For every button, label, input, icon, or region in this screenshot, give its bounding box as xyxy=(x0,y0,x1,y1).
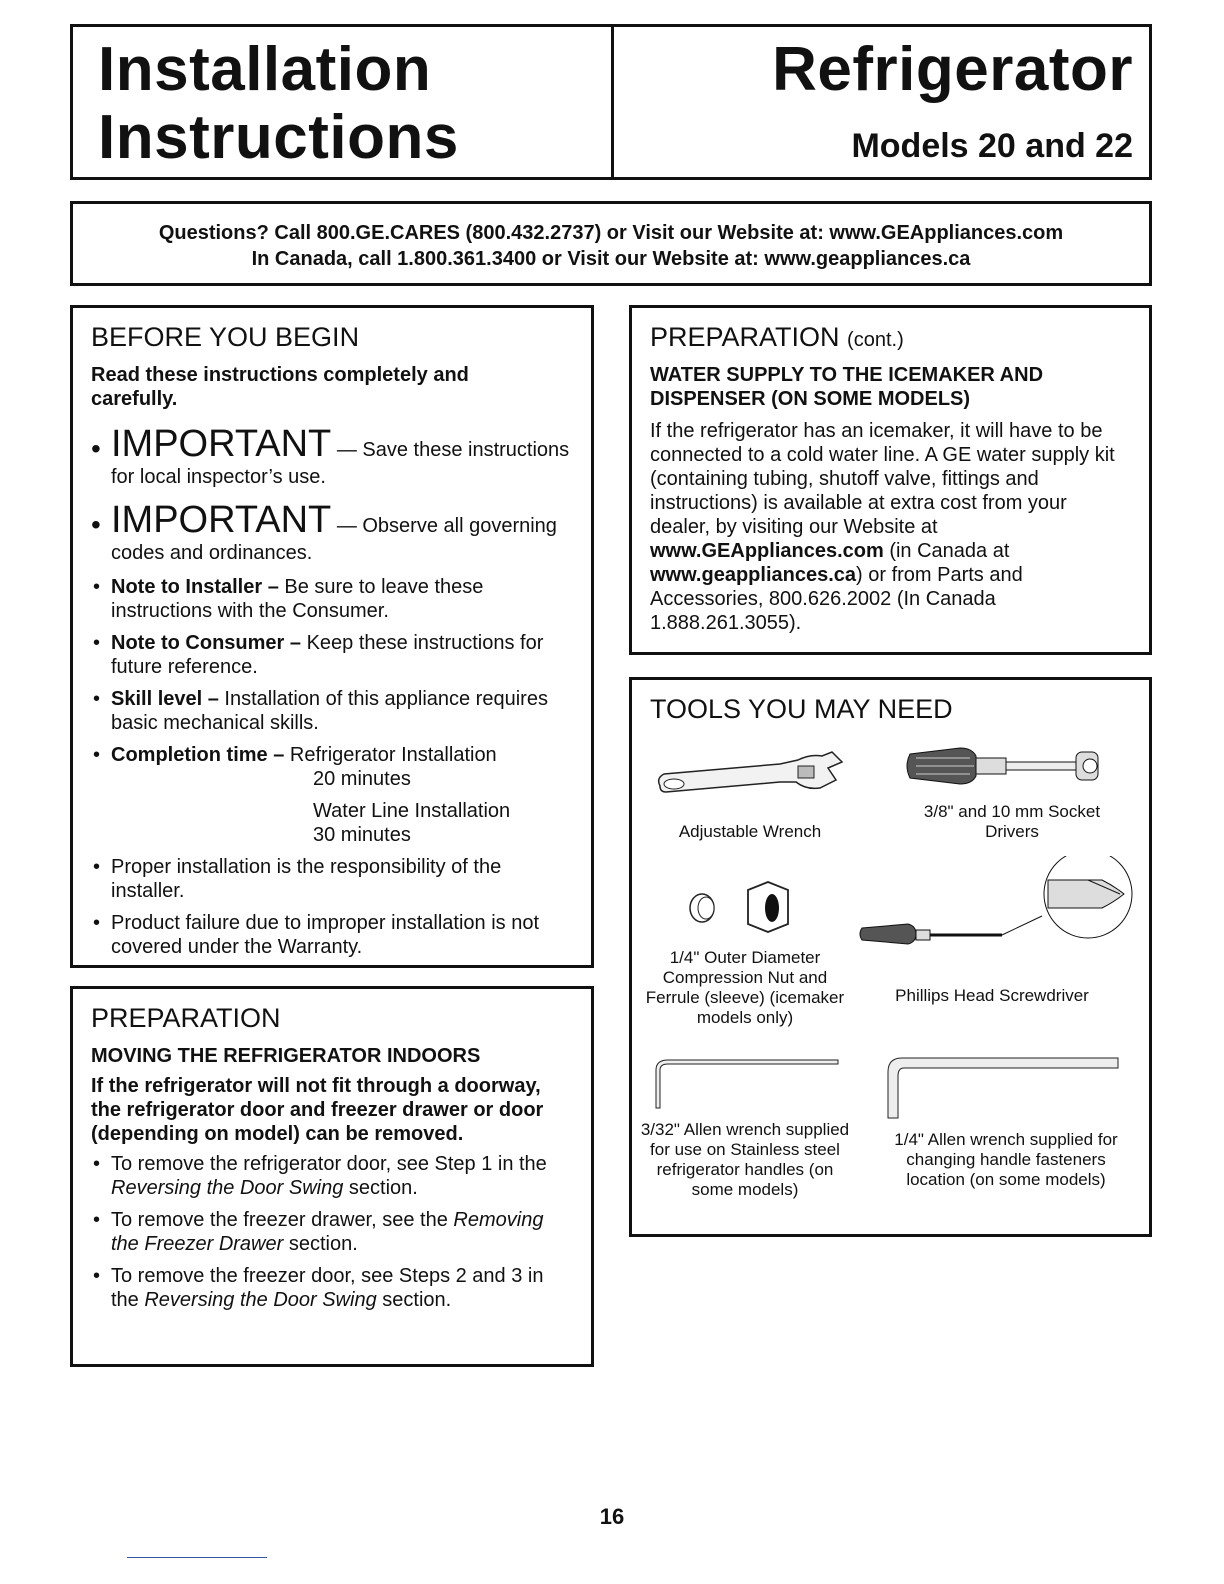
header-product-box xyxy=(611,24,1152,180)
list-item: • Skill level – Installation of this appliance requires basic mechanical skills. xyxy=(91,687,573,735)
before-list xyxy=(91,575,573,959)
preparation-section xyxy=(70,986,594,1367)
contact-box xyxy=(70,201,1152,286)
contact-canada: In Canada, call 1.800.361.3400 or Visit our Website at: www.geappliances.ca xyxy=(251,248,971,270)
list-item: • To remove the refrigerator door, see Step 1 in the Reversing the Door Swing section. xyxy=(91,1152,573,1200)
allen-wrench-small-icon xyxy=(652,1052,842,1112)
product-title: Refrigerator xyxy=(772,35,1133,104)
list-item: • Proper installation is the responsibility of the installer. xyxy=(91,855,573,903)
prepc-subtitle: WATER SUPPLY TO THE ICEMAKER AND DISPENSER (ON SOME MODELS) xyxy=(650,364,1044,410)
before-you-begin-section xyxy=(70,305,594,968)
prep-bold-text: If the refrigerator will not fit through a doorway, the refrigerator door and freezer drawer or door (depending on model) can be removed. xyxy=(91,1075,544,1145)
important-text: — Observe all governing codes and ordinances. xyxy=(111,515,557,564)
preparation-cont-section xyxy=(629,305,1152,655)
tools-title: TOOLS YOU MAY NEED xyxy=(650,694,953,724)
socket-caption: 3/8" and 10 mm Socket Drivers xyxy=(923,802,1101,841)
compression-nut-icon xyxy=(672,876,812,936)
contact-us: Questions? Call 800.GE.CARES (800.432.2737) or Visit our Website at: www.GEAppliances.com xyxy=(158,222,1064,244)
prep-title: PREPARATION xyxy=(91,1003,281,1033)
completion-time-1: 20 minutes xyxy=(313,768,411,790)
before-title: BEFORE YOU BEGIN xyxy=(91,322,360,352)
list-item: • To remove the freezer door, see Steps 2 and 3 in the Reversing the Door Swing section. xyxy=(91,1264,573,1312)
phillips-screwdriver-icon xyxy=(852,856,1142,966)
completion-label-2: Water Line Installation xyxy=(313,800,511,822)
completion-time-2: 30 minutes xyxy=(313,824,411,846)
phillips-caption: Phillips Head Screwdriver xyxy=(895,986,1089,1005)
important-word: IMPORTANT xyxy=(111,423,332,465)
list-item: • To remove the freezer drawer, see the Removing the Freezer Drawer section. xyxy=(91,1208,573,1256)
models-subtitle: Models 20 and 22 xyxy=(851,127,1133,165)
list-item: • Completion time – Refrigerator Installation 20 minutes Water Line Installation 30 minutes xyxy=(91,743,573,847)
before-lead: Read these instructions completely and carefully. xyxy=(91,364,469,410)
adjustable-wrench-icon xyxy=(650,750,850,810)
wrench-caption: Adjustable Wrench xyxy=(678,822,822,841)
prepc-body: If the refrigerator has an icemaker, it will have to be connected to a cold water line. A GE water supply kit (containing tubing, shutoff valve, fittings and instructions) is available at extra cost from your dealer, by visiting our Website at www.GEAppliances.com (in Canada at www.geappliances.ca) or from Parts and Accessories, 800.626.2002 (In Canada 1.888.261.3055). xyxy=(650,420,1115,634)
header-title-box xyxy=(70,24,614,180)
title-line2: Instructions xyxy=(98,103,459,172)
important-1 xyxy=(91,423,573,489)
important-2 xyxy=(91,499,573,565)
prep-subtitle: MOVING THE REFRIGERATOR INDOORS xyxy=(91,1045,481,1067)
bullet-icon: • xyxy=(91,433,101,464)
list-item: • Note to Consumer – Keep these instructions for future reference. xyxy=(91,631,573,679)
allen-large-caption: 1/4" Allen wrench supplied for changing handle fasteners location (on some models) xyxy=(894,1130,1118,1189)
bullet-icon: • xyxy=(91,509,101,540)
allen-wrench-large-icon xyxy=(882,1054,1122,1124)
important-text: — Save these instructions for local inspector’s use. xyxy=(111,439,570,488)
important-word: IMPORTANT xyxy=(111,499,332,541)
list-item: • Note to Installer – Be sure to leave these instructions with the Consumer. xyxy=(91,575,573,623)
footer-line xyxy=(127,1557,267,1558)
list-item: • Product failure due to improper installation is not covered under the Warranty. xyxy=(91,911,573,959)
prepc-title: PREPARATION (cont.) xyxy=(650,322,904,352)
allen-small-caption: 3/32" Allen wrench supplied for use on Stainless steel refrigerator handles (on some models) xyxy=(640,1120,850,1199)
title-line1: Installation xyxy=(98,35,432,104)
socket-driver-icon xyxy=(900,736,1110,796)
nut-caption: 1/4" Outer Diameter Compression Nut and Ferrule (sleeve) (icemaker models only) xyxy=(645,948,845,1027)
page-number: 16 xyxy=(599,1504,625,1529)
tools-section xyxy=(629,677,1152,1237)
prep-list xyxy=(91,1152,573,1312)
